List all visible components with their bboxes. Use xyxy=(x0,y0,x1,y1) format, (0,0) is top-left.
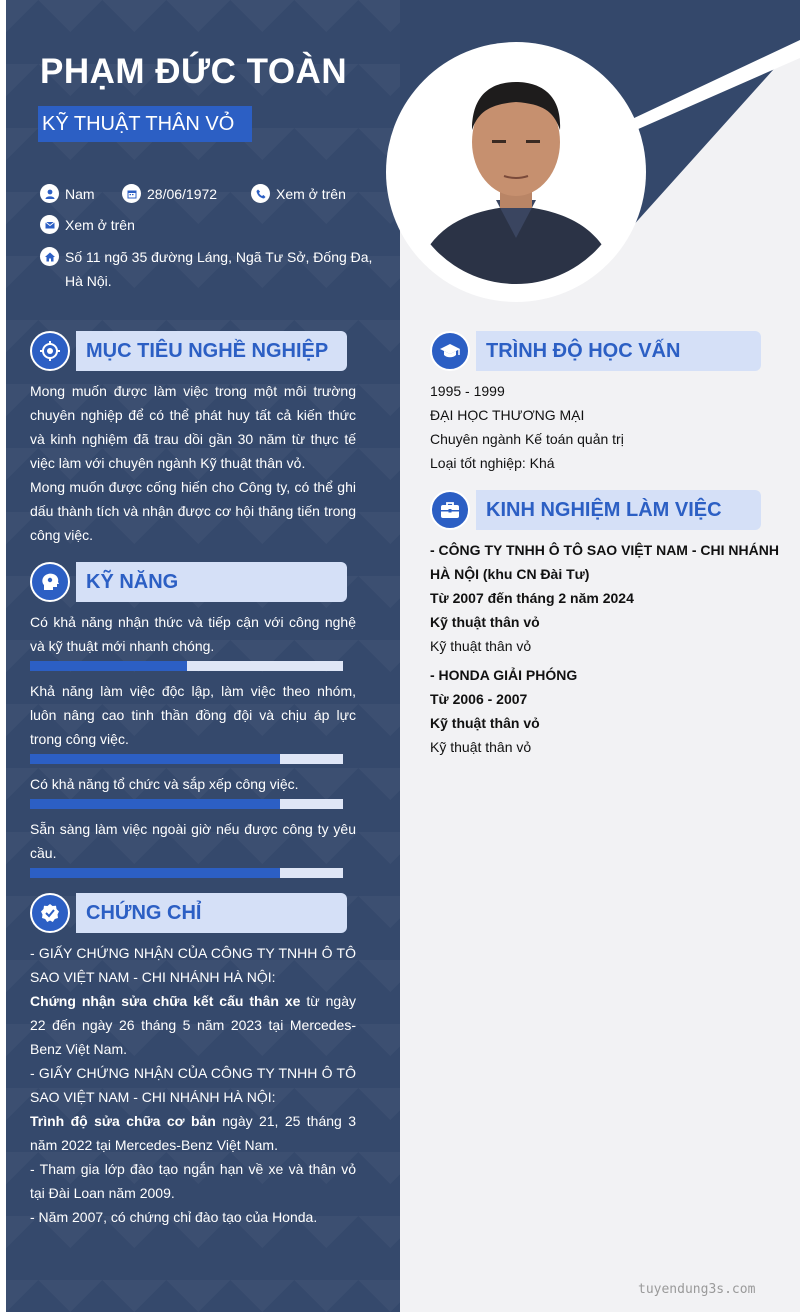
target-icon xyxy=(30,331,70,371)
skills-section-header xyxy=(30,562,347,602)
skill-item: Có khả năng nhận thức và tiếp cận với công nghệ và kỹ thuật mới nhanh chóng. xyxy=(30,614,356,654)
birthdate-value: 28/06/1972 xyxy=(147,185,218,202)
gender-value: Nam xyxy=(65,185,95,202)
envelope-icon xyxy=(40,215,59,234)
education-heading: TRÌNH ĐỘ HỌC VẤN xyxy=(476,331,761,371)
skill-level-bar xyxy=(30,799,343,809)
education-grade: Loại tốt nghiệp: Khá xyxy=(430,455,555,471)
candidate-name: PHẠM ĐỨC TOÀN xyxy=(40,52,348,91)
skills-heading: KỸ NĂNG xyxy=(76,562,347,602)
job-2-description: Kỹ thuật thân vỏ xyxy=(430,739,532,755)
phone-row xyxy=(251,184,346,203)
job-2-role: Kỹ thuật thân vỏ xyxy=(430,715,540,731)
briefcase-icon xyxy=(430,490,470,530)
job-2-period: Từ 2006 - 2007 xyxy=(430,691,528,707)
job-1-role: Kỹ thuật thân vỏ xyxy=(430,614,540,630)
objective-paragraph-2: Mong muốn được cống hiến cho Công ty, có thể ghi dấu thành tích và nhận được cơ hội thăng tiến trong công việc. xyxy=(30,479,356,543)
experience-heading: KINH NGHIỆM LÀM VIỆC xyxy=(476,490,761,530)
address-value: Số 11 ngõ 35 đường Láng, Ngã Tư Sở, Đống Đa, Hà Nội. xyxy=(65,249,373,289)
profile-photo xyxy=(404,60,628,284)
skill-item: Sẵn sàng làm việc ngoài giờ nếu được công ty yêu cầu. xyxy=(30,821,356,861)
phone-icon xyxy=(251,184,270,203)
education-period: 1995 - 1999 xyxy=(430,383,505,399)
email-row xyxy=(40,215,135,234)
education-school: ĐẠI HỌC THƯƠNG MẠI xyxy=(430,407,585,423)
skill-level-bar xyxy=(30,661,343,671)
skill-level-fill xyxy=(30,868,280,878)
education-major: Chuyên ngành Kế toán quản trị xyxy=(430,431,624,447)
certificate-2-title: - GIẤY CHỨNG NHẬN CỦA CÔNG TY TNHH Ô TÔ SAO VIỆT NAM - CHI NHÁNH HÀ NỘI: xyxy=(30,1065,356,1105)
experience-section-header xyxy=(430,490,761,530)
skill-level-bar xyxy=(30,868,343,878)
certificate-3: - Tham gia lớp đào tạo ngắn hạn về xe và thân vỏ tại Đài Loan năm 2009. xyxy=(30,1161,356,1201)
home-icon xyxy=(40,247,59,266)
site-watermark: tuyendung3s.com xyxy=(638,1282,756,1297)
objective-heading: MỤC TIÊU NGHỀ NGHIỆP xyxy=(76,331,347,371)
job-1-description: Kỹ thuật thân vỏ xyxy=(430,638,532,654)
objective-paragraph-1: Mong muốn được làm việc trong một môi trường chuyên nghiệp để có thể phát huy tất cả kiến thức và kinh nghiệm đã trau dồi gần 30 năm từ thực tế việc làm với chuyên ngành Kỹ thuật thân vỏ. xyxy=(30,383,356,471)
education-section-header xyxy=(430,331,761,371)
certificate-1-name: Chứng nhận sửa chữa kết cấu thân xe xyxy=(30,993,301,1009)
skill-level-fill xyxy=(30,754,280,764)
address-row xyxy=(40,245,385,293)
skill-item: Khả năng làm việc độc lập, làm việc theo nhóm, luôn nâng cao tinh thần đồng đội và chịu áp lực trong công việc. xyxy=(30,683,356,747)
graduation-cap-icon xyxy=(430,331,470,371)
certificates-heading: CHỨNG CHỈ xyxy=(76,893,347,933)
user-icon xyxy=(40,184,59,203)
skill-item: Có khả năng tổ chức và sắp xếp công việc. xyxy=(30,776,299,792)
certificate-2 xyxy=(30,1061,356,1157)
certificate-1 xyxy=(30,941,356,1061)
skill-level-fill xyxy=(30,799,280,809)
job-title-badge: KỸ THUẬT THÂN VỎ xyxy=(38,106,252,142)
certificate-4: - Năm 2007, có chứng chỉ đào tạo của Honda. xyxy=(30,1209,318,1225)
head-gear-icon xyxy=(30,562,70,602)
job-1-period: Từ 2007 đến tháng 2 năm 2024 xyxy=(430,590,634,606)
calendar-icon xyxy=(122,184,141,203)
certificate-1-detail: từ ngày 22 đến ngày 26 tháng 5 năm 2023 tại Mercedes-Benz Việt Nam. xyxy=(30,993,356,1057)
phone-value: Xem ở trên xyxy=(276,185,346,202)
email-value: Xem ở trên xyxy=(65,216,135,233)
certificate-1-title: - GIẤY CHỨNG NHẬN CỦA CÔNG TY TNHH Ô TÔ SAO VIỆT NAM - CHI NHÁNH HÀ NỘI: xyxy=(30,945,356,985)
badge-check-icon xyxy=(30,893,70,933)
gender-row xyxy=(40,184,95,203)
objective-section-header xyxy=(30,331,347,371)
certificate-2-name: Trình độ sửa chữa cơ bản xyxy=(30,1113,216,1129)
job-2-company: - HONDA GIẢI PHÓNG xyxy=(430,667,578,683)
job-1-company: - CÔNG TY TNHH Ô TÔ SAO VIỆT NAM - CHI NHÁNH HÀ NỘI (khu CN Đài Tư) xyxy=(430,542,779,582)
skill-level-fill xyxy=(30,661,187,671)
certificates-section-header xyxy=(30,893,347,933)
birthdate-row xyxy=(122,184,217,203)
skill-level-bar xyxy=(30,754,343,764)
certificate-2-detail: ngày 21, 25 tháng 3 năm 2022 tại Mercedes-Benz Việt Nam. xyxy=(30,1113,356,1153)
